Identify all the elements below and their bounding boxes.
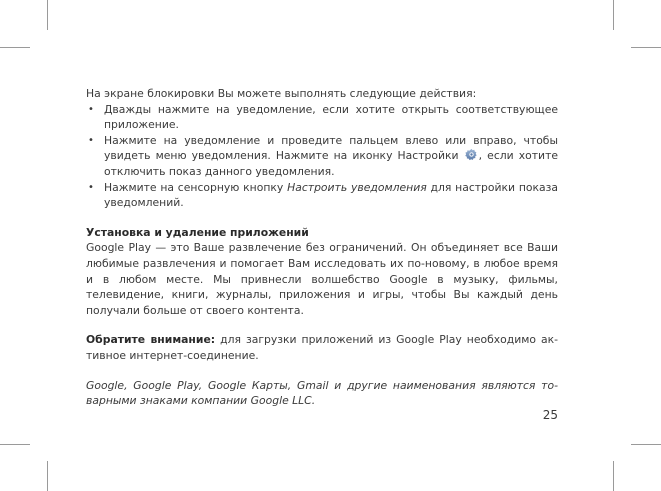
intro-text: На экране блокировки Вы можете выполнять следующие действия: — [86, 87, 477, 100]
gear-icon — [465, 148, 478, 161]
crop-mark — [47, 461, 48, 491]
settings-link-text: Настроить уведомления — [287, 180, 427, 194]
crop-mark — [631, 47, 661, 48]
crop-mark — [0, 444, 30, 445]
page-body — [86, 86, 558, 409]
list-item: • Дважды нажмите на уведомление, если хотите открыть соответствующее приложение. — [86, 102, 558, 133]
list-item: • Нажмите на уведомление и проведите пальцем влево или вправо, чтобы увидеть меню уведомления. Нажмите на иконку Настройки , если хотите отключить показ данного уведомления. — [86, 133, 558, 180]
list-item: • Нажмите на сенсорную кнопку Настроить уведомления для настройки показа уведомлений. — [86, 180, 558, 211]
crop-mark — [0, 47, 30, 48]
crop-mark — [631, 444, 661, 445]
note-text: для загрузки приложений из Google Play необходимо активное интернет-соединение. — [86, 333, 559, 362]
section-body: Google Play — это Ваше развлечение без ограничений. Он объединяет все Ваши любимые развлечения и помогает Вам исследовать их по-новому, в любое время и в любом месте. Мы привнесли волшебство Google в музыку, фильмы, телевидение, книги, журналы, приложения и игры, чтобы Вы каждый день получали больше от своего контента. — [86, 241, 558, 317]
trademark-notice: Google, Google Play, Google Карты, Gmail и другие наименования являются товарными знаками компании Google LLC. — [86, 378, 558, 408]
page-number: 25 — [542, 408, 558, 422]
crop-mark — [47, 0, 48, 30]
note-label: Обратите внимание: — [86, 333, 216, 347]
section-title: Установка и удаление приложений — [86, 225, 309, 239]
action-list — [86, 102, 558, 211]
note-paragraph — [86, 332, 558, 363]
crop-mark — [613, 461, 614, 491]
crop-mark — [613, 0, 614, 30]
